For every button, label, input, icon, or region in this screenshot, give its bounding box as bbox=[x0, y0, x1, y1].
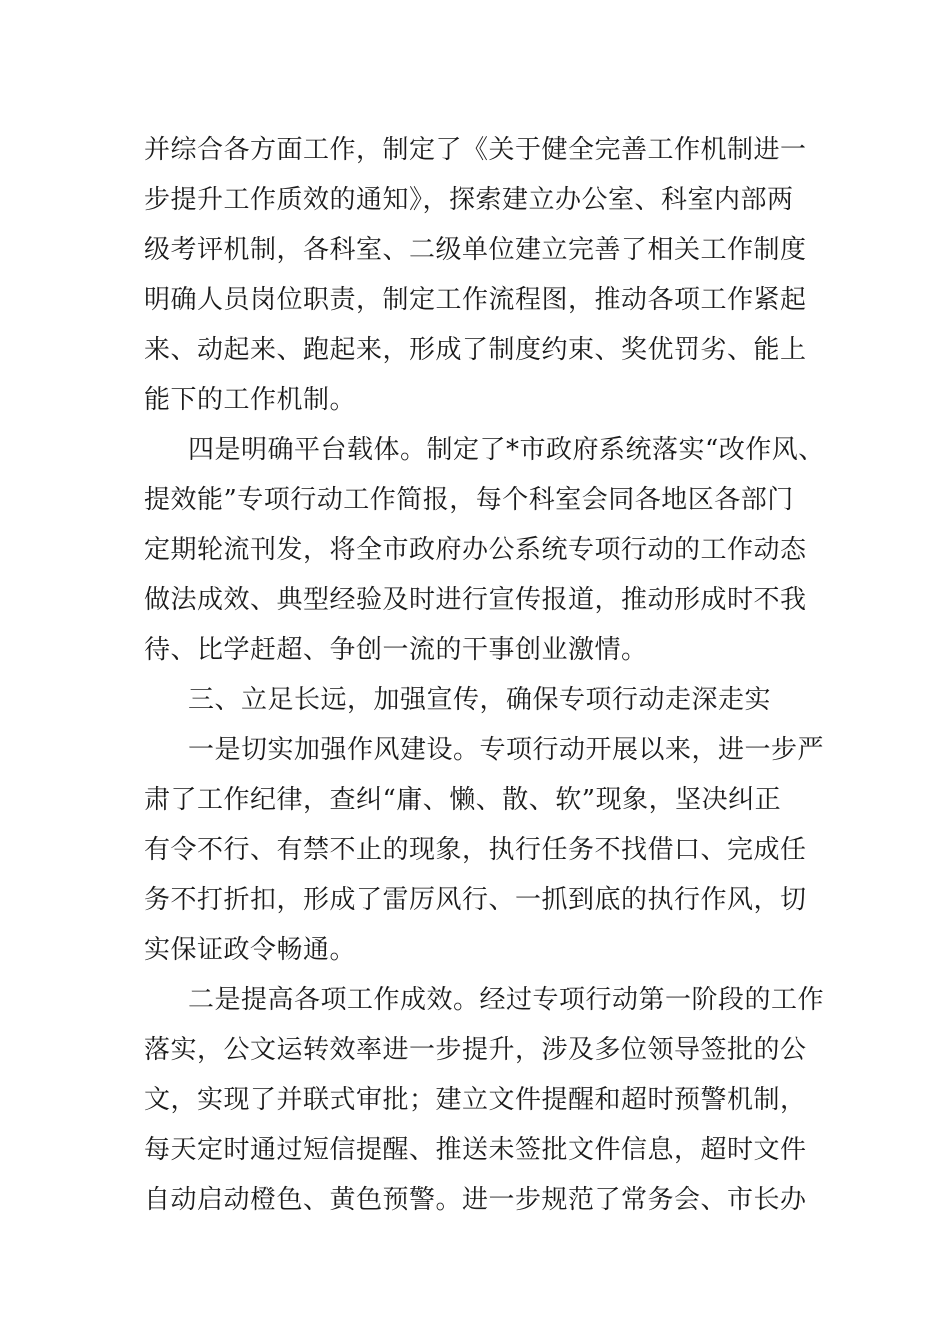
text-line: 实保证政令畅通。 bbox=[144, 935, 357, 965]
paragraph-start-line: 二是提高各项工作成效。经过专项行动第一阶段的工作 bbox=[188, 985, 825, 1015]
paragraph-start-line: 一是切实加强作风建设。专项行动开展以来，进一步严 bbox=[188, 735, 825, 765]
text-line: 有令不行、有禁不止的现象，执行任务不找借口、完成任 bbox=[144, 835, 807, 865]
text-line: 务不打折扣，形成了雷厉风行、一抓到底的执行作风，切 bbox=[144, 885, 807, 915]
text-line: 每天定时通过短信提醒、推送未签批文件信息，超时文件 bbox=[144, 1135, 807, 1165]
text-line: 明确人员岗位职责，制定工作流程图，推动各项工作紧起 bbox=[144, 285, 807, 315]
text-line: 并综合各方面工作，制定了《关于健全完善工作机制进一 bbox=[144, 135, 807, 165]
section-heading: 三、立足长远，加强宣传，确保专项行动走深走实 bbox=[188, 685, 772, 715]
text-line: 自动启动橙色、黄色预警。进一步规范了常务会、市长办 bbox=[144, 1185, 807, 1215]
text-line: 来、动起来、跑起来，形成了制度约束、奖优罚劣、能上 bbox=[144, 335, 807, 365]
text-line: 待、比学赶超、争创一流的干事创业激情。 bbox=[144, 635, 648, 665]
text-line: 落实，公文运转效率进一步提升，涉及多位领导签批的公 bbox=[144, 1035, 807, 1065]
text-line: 肃了工作纪律，查纠“庸、懒、散、软”现象，坚决纠正 bbox=[144, 785, 782, 815]
text-line: 能下的工作机制。 bbox=[144, 385, 357, 415]
text-line: 步提升工作质效的通知》，探索建立办公室、科室内部两 bbox=[144, 185, 794, 215]
text-line: 提效能”专项行动工作简报，每个科室会同各地区各部门 bbox=[144, 485, 794, 515]
paragraph-start-line: 四是明确平台载体。制定了*市政府系统落实“改作风、 bbox=[188, 435, 825, 465]
text-line: 级考评机制，各科室、二级单位建立完善了相关工作制度 bbox=[144, 235, 807, 265]
text-line: 做法成效、典型经验及时进行宣传报道，推动形成时不我 bbox=[144, 585, 807, 615]
text-line: 定期轮流刊发，将全市政府办公系统专项行动的工作动态 bbox=[144, 535, 807, 565]
text-line: 文，实现了并联式审批；建立文件提醒和超时预警机制， bbox=[144, 1085, 807, 1115]
